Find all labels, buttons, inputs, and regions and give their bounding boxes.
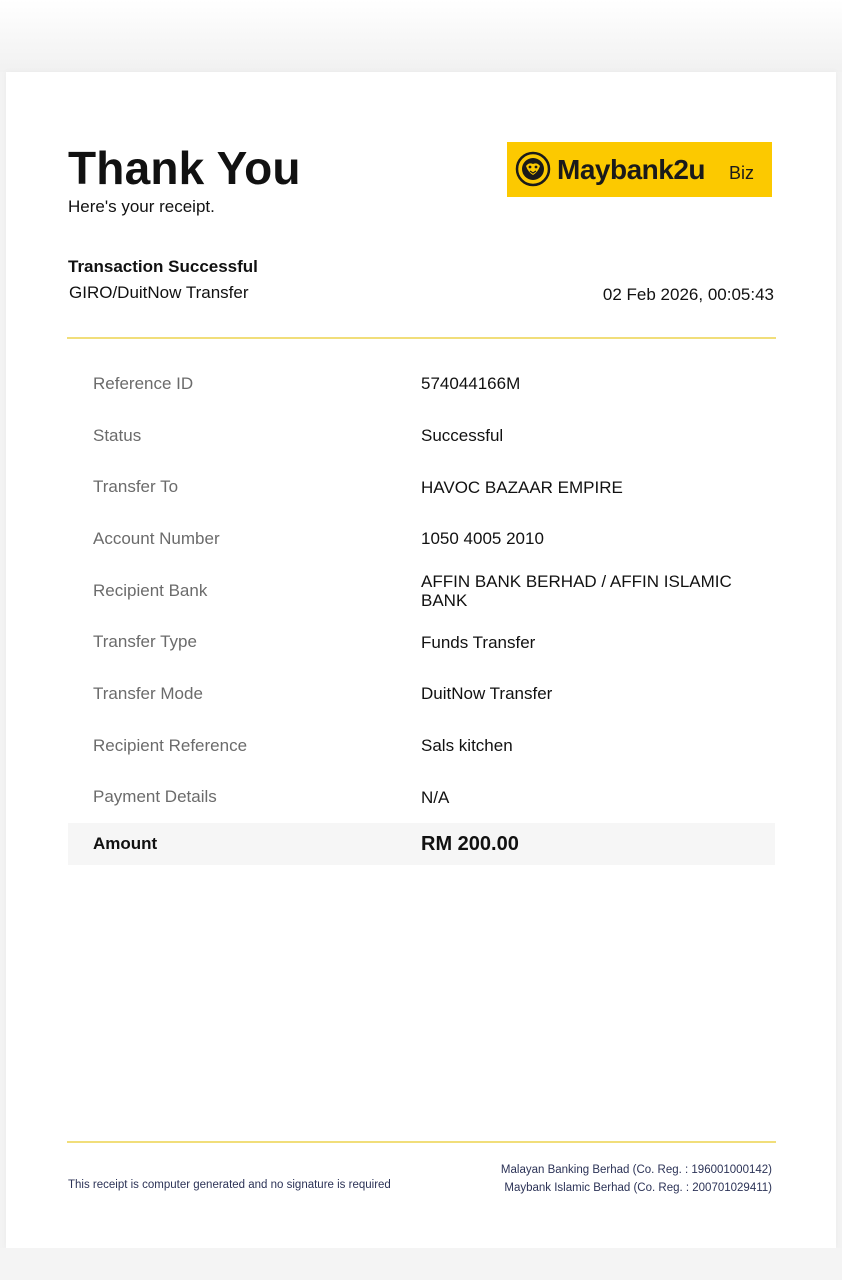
detail-label: Transfer Mode xyxy=(93,683,203,703)
top-divider xyxy=(67,337,776,339)
detail-value: Successful xyxy=(421,426,504,446)
detail-row-recipient-reference xyxy=(68,720,775,772)
receipt-card xyxy=(6,72,836,1248)
page-title: Thank You xyxy=(68,142,301,194)
transaction-status-title: Transaction Successful xyxy=(68,257,258,276)
detail-row-reference-id xyxy=(68,358,775,410)
detail-label: Reference ID xyxy=(93,373,194,393)
footer-disclaimer: This receipt is computer generated and no signature is required xyxy=(68,1179,391,1191)
transaction-datetime: 02 Feb 2026, 00:05:43 xyxy=(602,285,774,304)
detail-value: AFFIN BANK BERHAD / AFFIN ISLAMIC BANK xyxy=(421,571,732,610)
logo-brand-text: Maybank2u xyxy=(557,154,705,185)
footer-company-line-1: Malayan Banking Berhad (Co. Reg. : 196001000142) xyxy=(500,1164,772,1176)
detail-value: DuitNow Transfer xyxy=(421,684,553,704)
detail-label: Transfer Type xyxy=(93,632,197,652)
detail-value: Funds Transfer xyxy=(421,632,536,652)
amount-row xyxy=(68,823,775,865)
page-subtitle: Here's your receipt. xyxy=(68,197,215,216)
detail-label: Status xyxy=(93,425,142,445)
detail-label: Recipient Reference xyxy=(93,735,248,755)
page-bottom-background xyxy=(0,1248,842,1280)
footer-company-info xyxy=(501,1161,772,1197)
transaction-type: GIRO/DuitNow Transfer xyxy=(69,283,249,302)
detail-value: 574044166M xyxy=(421,374,521,394)
detail-value: 1050 4005 2010 xyxy=(421,529,544,549)
page-top-background xyxy=(0,0,842,72)
detail-row-status xyxy=(68,410,775,462)
detail-label: Account Number xyxy=(93,528,220,548)
detail-row-transfer-type xyxy=(68,616,775,668)
footer-company-line-2: Maybank Islamic Berhad (Co. Reg. : 200701029411) xyxy=(504,1182,772,1194)
detail-value: Sals kitchen xyxy=(421,736,513,756)
transaction-details-table xyxy=(68,358,775,865)
bottom-divider xyxy=(67,1141,776,1143)
detail-row-payment-details xyxy=(68,772,775,824)
detail-value: N/A xyxy=(421,787,450,807)
detail-row-transfer-mode xyxy=(68,668,775,720)
amount-value: RM 200.00 xyxy=(421,832,519,855)
detail-label: Transfer To xyxy=(93,477,179,497)
detail-value: HAVOC BAZAAR EMPIRE xyxy=(421,477,623,497)
detail-row-recipient-bank xyxy=(68,565,775,617)
maybank2u-biz-logo xyxy=(507,142,772,197)
detail-row-transfer-to xyxy=(68,461,775,513)
logo-biz-text: Biz xyxy=(729,163,755,183)
tiger-head-icon xyxy=(515,151,551,187)
detail-label: Recipient Bank xyxy=(93,580,208,600)
amount-label: Amount xyxy=(93,834,158,854)
detail-row-account-number xyxy=(68,513,775,565)
detail-label: Payment Details xyxy=(93,787,217,807)
